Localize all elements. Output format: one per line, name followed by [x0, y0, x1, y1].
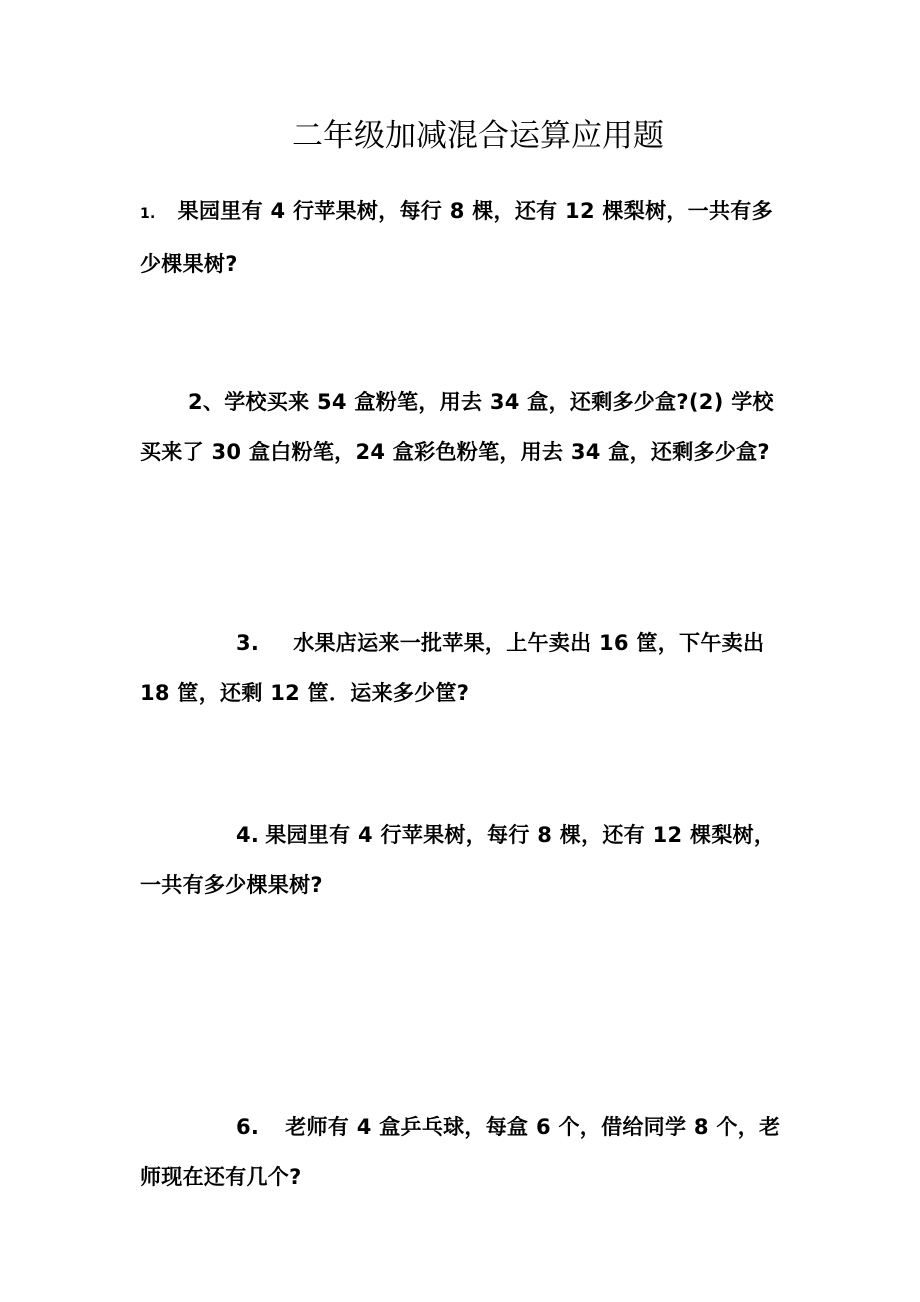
problem-number: 4. — [236, 823, 260, 847]
problem-2 — [140, 377, 785, 477]
document-title: 二年级加减混合运算应用题 — [292, 118, 664, 154]
problem-number: 3. — [236, 631, 260, 655]
problem-4 — [140, 810, 785, 910]
problem-3 — [140, 618, 785, 718]
problem-number: 6. — [236, 1115, 260, 1139]
problem-number: 1. — [140, 206, 156, 222]
problem-1 — [140, 186, 785, 289]
problem-text: 水果店运来一批苹果，上午卖出 16 筐，下午卖出 18 筐，还剩 12 筐．运来多少筐? — [140, 631, 765, 705]
problem-6 — [140, 1102, 785, 1202]
problem-text: 果园里有 4 行苹果树，每行 8 棵，还有 12 棵梨树，一共有多少棵果树? — [140, 823, 776, 897]
problem-text: 2、学校买来 54 盒粉笔，用去 34 盒，还剩多少盒?(2) 学校买来了 30 盒白粉笔，24 盒彩色粉笔，用去 34 盒，还剩多少盒? — [140, 390, 774, 464]
problem-text: 老师有 4 盒乒乓球，每盒 6 个，借给同学 8 个，老师现在还有几个? — [140, 1115, 781, 1189]
problem-text: 果园里有 4 行苹果树，每行 8 棵，还有 12 棵梨树，一共有多少棵果树? — [140, 199, 773, 276]
